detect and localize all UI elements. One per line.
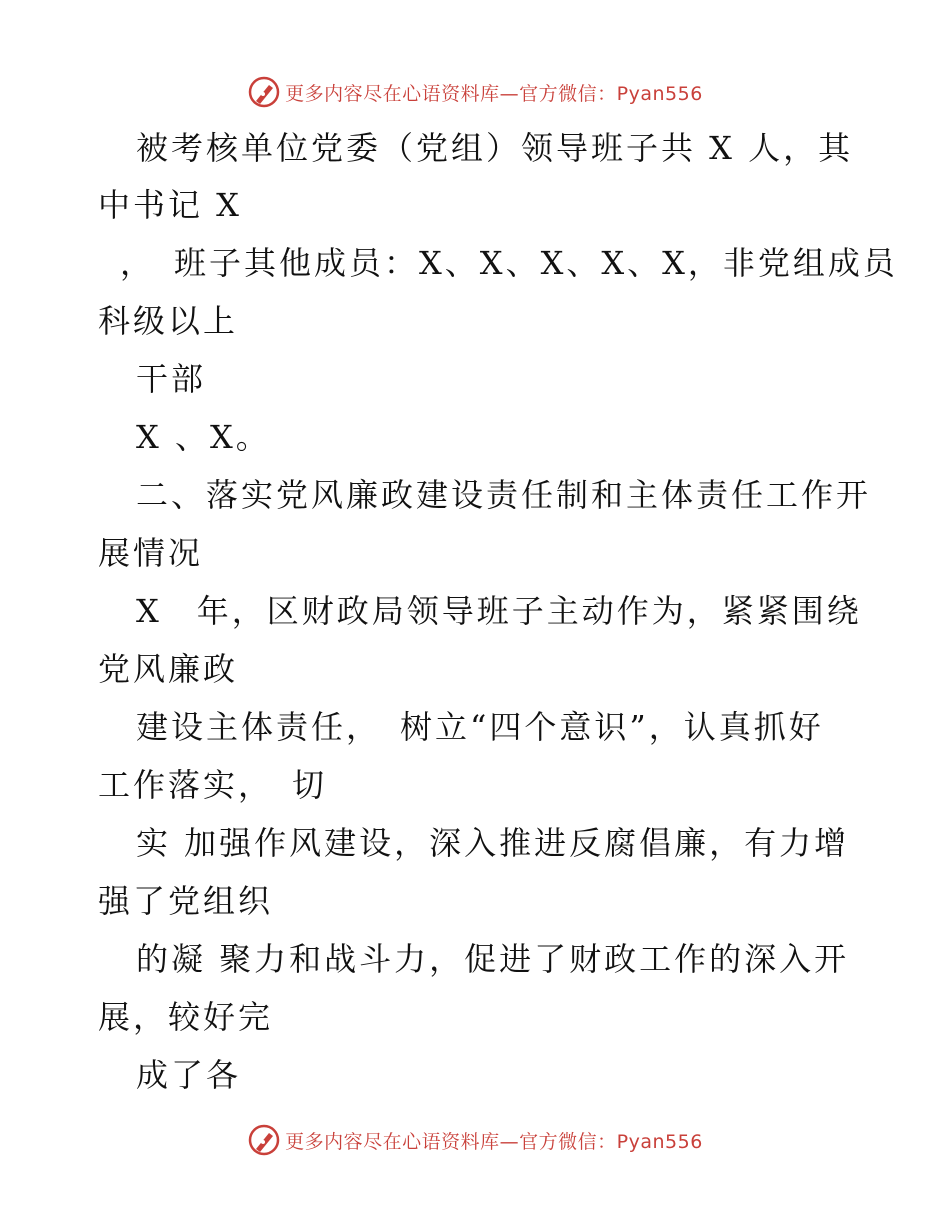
watermark-text: 更多内容尽在心语资料库—官方微信：Pyan556 — [285, 1130, 703, 1153]
body-line: 中书记 X — [98, 186, 242, 224]
body-line: 党风廉政 — [98, 650, 239, 688]
pen-nib-logo-icon — [247, 1123, 281, 1157]
body-line: 成了各 — [136, 1056, 242, 1094]
body-line: 干部 — [136, 360, 207, 398]
body-line: X 年，区财政局领导班子主动作为，紧紧围绕 — [136, 592, 862, 630]
body-line: 被考核单位党委（党组）领导班子共 X 人，其 — [136, 129, 854, 167]
body-line: X 、X。 — [136, 418, 271, 456]
body-line: 工作落实， 切 — [98, 766, 328, 804]
body-line: 强了党组织 — [98, 882, 274, 920]
body-line: ， 班子其他成员：X、X、X、X、X，非党组成员 — [120, 244, 898, 282]
footer-watermark-banner — [0, 1120, 950, 1160]
body-line: 实 加强作风建设，深入推进反腐倡廉，有力增 — [136, 824, 850, 862]
body-line: 建设主体责任， 树立“四个意识”，认真抓好 — [136, 708, 824, 746]
body-line: 二、落实党风廉政建设责任制和主体责任工作开 — [136, 476, 872, 514]
body-line: 的凝 聚力和战斗力，促进了财政工作的深入开 — [136, 940, 850, 978]
body-line: 展，较好完 — [98, 998, 274, 1036]
body-line: 展情况 — [98, 534, 204, 572]
watermark-text: 更多内容尽在心语资料库—官方微信：Pyan556 — [285, 82, 703, 105]
body-line: 科级以上 — [98, 302, 239, 340]
